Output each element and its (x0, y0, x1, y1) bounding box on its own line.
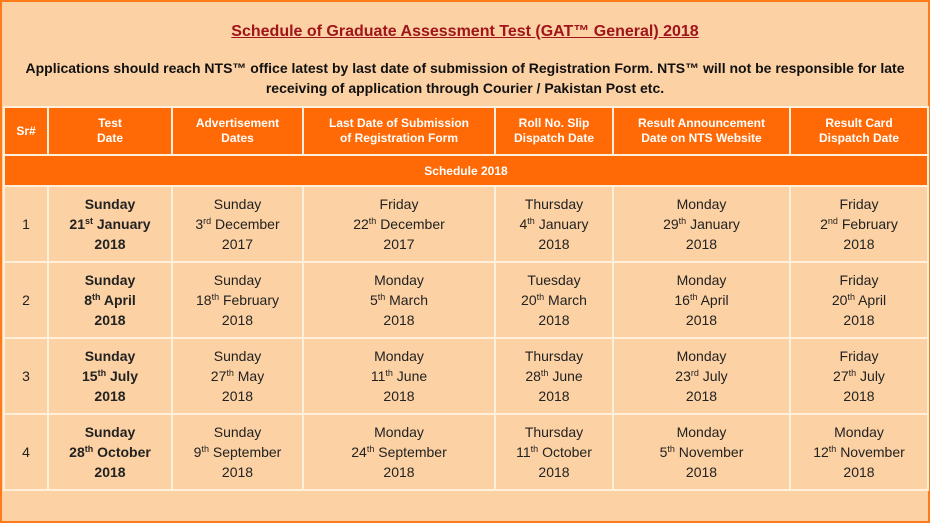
month: March (389, 292, 429, 308)
month: June (552, 368, 583, 384)
weekday: Friday (839, 348, 879, 364)
weekday: Sunday (84, 272, 136, 288)
test-date-cell (48, 338, 172, 414)
day-number: 27 (833, 368, 849, 384)
month: January (96, 216, 151, 232)
day-month (173, 290, 302, 310)
day-number: 5 (659, 444, 668, 460)
table-row (4, 414, 928, 490)
date-cell (495, 338, 613, 414)
weekday: Sunday (84, 348, 136, 364)
date-cell (790, 338, 928, 414)
year: 2018 (538, 464, 570, 480)
weekday: Thursday (524, 348, 584, 364)
weekday: Friday (839, 196, 879, 212)
ordinal-suffix: th (536, 292, 545, 302)
ordinal-suffix: th (368, 216, 377, 226)
weekday: Monday (676, 196, 727, 212)
year: 2018 (94, 312, 126, 328)
day-month (791, 442, 927, 462)
month: March (548, 292, 587, 308)
year: 2018 (383, 312, 415, 328)
ordinal-suffix: th (201, 444, 209, 454)
date-cell (495, 262, 613, 338)
schedule-label-row (4, 155, 928, 186)
date-cell (613, 262, 790, 338)
ordinal-suffix: st (84, 216, 93, 226)
year: 2018 (538, 388, 570, 404)
table-row (4, 186, 928, 262)
date-cell (303, 186, 495, 262)
table-row (4, 262, 928, 338)
year: 2018 (843, 312, 875, 328)
weekday: Sunday (213, 196, 262, 212)
ordinal-suffix: rd (690, 368, 699, 378)
month: October (97, 444, 151, 460)
test-date-cell (48, 186, 172, 262)
header-result-card: Result Card Dispatch Date (790, 107, 928, 155)
date-cell (613, 186, 790, 262)
day-number: 27 (210, 368, 227, 384)
weekday: Tuesday (527, 272, 581, 288)
day-number: 9 (193, 444, 202, 460)
year: 2018 (538, 236, 570, 252)
header-result-announcement: Result Announcement Date on NTS Website (613, 107, 790, 155)
date-cell (303, 338, 495, 414)
day-number: 2 (820, 216, 828, 232)
weekday: Thursday (524, 196, 584, 212)
month: July (860, 368, 885, 384)
ordinal-suffix: th (226, 368, 234, 378)
day-month (614, 290, 789, 310)
day-number: 22 (353, 216, 369, 232)
day-number: 24 (351, 444, 367, 460)
day-number: 11 (370, 368, 386, 384)
day-month (496, 214, 612, 234)
test-date-cell (48, 262, 172, 338)
month: June (396, 368, 428, 384)
date-cell (495, 186, 613, 262)
notice-text (2, 58, 928, 98)
month: September (212, 444, 282, 460)
day-number: 16 (674, 292, 690, 308)
month: February (841, 216, 898, 232)
table-row (4, 338, 928, 414)
day-month (614, 214, 789, 234)
day-number: 12 (813, 444, 829, 460)
day-month (173, 442, 302, 462)
date-cell (613, 338, 790, 414)
notice-line-1: Applications should reach NTS™ office latest by last date of submission of Registration Form. NTS™ will not be responsible for late (25, 60, 905, 76)
ordinal-suffix: th (527, 216, 535, 226)
date-cell (613, 414, 790, 490)
day-number: 28 (69, 444, 85, 460)
day-month (49, 442, 171, 462)
date-cell (303, 414, 495, 490)
year: 2018 (94, 464, 126, 480)
ordinal-suffix: th (84, 444, 94, 454)
date-cell (790, 186, 928, 262)
day-month (791, 366, 927, 386)
year: 2018 (685, 236, 718, 252)
year: 2018 (94, 388, 126, 404)
header-last-date-submission: Last Date of Submission of Registration Form (303, 107, 495, 155)
day-month (304, 214, 494, 234)
year: 2018 (94, 236, 126, 252)
year: 2018 (685, 388, 718, 404)
day-number: 11 (516, 444, 531, 460)
date-cell (172, 414, 303, 490)
ordinal-suffix: th (366, 444, 375, 454)
year: 2018 (685, 312, 718, 328)
month: December (215, 216, 280, 232)
weekday: Sunday (213, 272, 262, 288)
month: January (538, 216, 589, 232)
header-sr: Sr# (4, 107, 48, 155)
ordinal-suffix: th (530, 444, 539, 454)
ordinal-suffix: rd (203, 216, 212, 226)
ordinal-suffix: th (848, 368, 857, 378)
year: 2018 (685, 464, 718, 480)
day-number: 23 (675, 368, 691, 384)
month: April (700, 292, 729, 308)
day-number: 20 (521, 292, 537, 308)
month: January (690, 216, 740, 232)
ordinal-suffix: th (211, 292, 220, 302)
year: 2018 (843, 464, 875, 480)
date-cell (172, 262, 303, 338)
year: 2018 (843, 388, 875, 404)
year: 2018 (221, 464, 254, 480)
day-number: 20 (831, 292, 848, 308)
day-month (496, 290, 612, 310)
ordinal-suffix: th (92, 292, 101, 302)
ordinal-suffix: th (377, 292, 386, 302)
day-month (304, 366, 494, 386)
year: 2017 (383, 236, 415, 252)
year: 2018 (538, 312, 570, 328)
year: 2018 (221, 388, 254, 404)
day-month (614, 442, 789, 462)
date-cell (495, 414, 613, 490)
header-advertisement-dates: Advertisement Dates (172, 107, 303, 155)
date-cell (303, 262, 495, 338)
month: April (103, 292, 136, 308)
ordinal-suffix: th (540, 368, 549, 378)
day-month (173, 366, 302, 386)
ordinal-suffix: th (828, 444, 837, 454)
month: October (542, 444, 592, 460)
day-month (496, 366, 612, 386)
ordinal-suffix: th (385, 368, 393, 378)
weekday: Monday (374, 348, 424, 364)
month: December (380, 216, 445, 232)
month: April (858, 292, 887, 308)
ordinal-suffix: nd (827, 216, 838, 226)
header-roll-no-slip: Roll No. Slip Dispatch Date (495, 107, 613, 155)
weekday: Monday (676, 348, 727, 364)
weekday: Thursday (524, 424, 584, 440)
row-sr-number: 4 (4, 414, 48, 490)
day-number: 3 (195, 216, 204, 232)
page-title: Schedule of Graduate Assessment Test (GAT™ General) 2018 (231, 23, 699, 40)
weekday: Monday (834, 424, 884, 440)
weekday: Friday (379, 196, 419, 212)
test-date-cell (48, 414, 172, 490)
year: 2018 (383, 464, 415, 480)
row-sr-number: 2 (4, 262, 48, 338)
year: 2018 (843, 236, 875, 252)
day-number: 5 (369, 292, 378, 308)
day-number: 18 (195, 292, 212, 308)
day-month (614, 366, 789, 386)
weekday: Monday (676, 272, 727, 288)
day-number: 28 (525, 368, 541, 384)
weekday: Sunday (213, 348, 262, 364)
day-number: 21 (69, 216, 85, 232)
weekday: Sunday (84, 196, 136, 212)
day-month (173, 214, 302, 234)
schedule-table (3, 106, 929, 491)
day-month (791, 214, 927, 234)
day-number: 15 (82, 368, 98, 384)
day-number: 8 (84, 292, 93, 308)
month: July (702, 368, 728, 384)
month: November (678, 444, 744, 460)
schedule-label: Schedule 2018 (4, 155, 928, 186)
year: 2017 (221, 236, 254, 252)
notice-line-2: receiving of application through Courier / Pakistan Post etc. (265, 80, 665, 96)
year: 2018 (221, 312, 254, 328)
weekday: Sunday (84, 424, 136, 440)
month: July (109, 368, 138, 384)
weekday: Friday (839, 272, 879, 288)
day-month (304, 290, 494, 310)
header-test-date: Test Date (48, 107, 172, 155)
month: February (222, 292, 279, 308)
day-month (496, 442, 612, 462)
date-cell (790, 262, 928, 338)
date-cell (172, 338, 303, 414)
day-month (791, 290, 927, 310)
month: November (840, 444, 905, 460)
weekday: Monday (374, 272, 424, 288)
weekday: Monday (374, 424, 424, 440)
month: September (378, 444, 447, 460)
weekday: Sunday (213, 424, 262, 440)
header-row (4, 107, 928, 155)
ordinal-suffix: th (678, 216, 687, 226)
year: 2018 (383, 388, 415, 404)
day-month (304, 442, 494, 462)
date-cell (790, 414, 928, 490)
ordinal-suffix: th (97, 368, 107, 378)
date-cell (172, 186, 303, 262)
month: May (237, 368, 265, 384)
day-number: 29 (663, 216, 679, 232)
ordinal-suffix: th (667, 444, 675, 454)
day-month (49, 214, 171, 234)
row-sr-number: 1 (4, 186, 48, 262)
ordinal-suffix: th (847, 292, 855, 302)
day-month (49, 290, 171, 310)
ordinal-suffix: th (689, 292, 698, 302)
day-number: 4 (519, 216, 528, 232)
row-sr-number: 3 (4, 338, 48, 414)
weekday: Monday (676, 424, 727, 440)
day-month (49, 366, 171, 386)
